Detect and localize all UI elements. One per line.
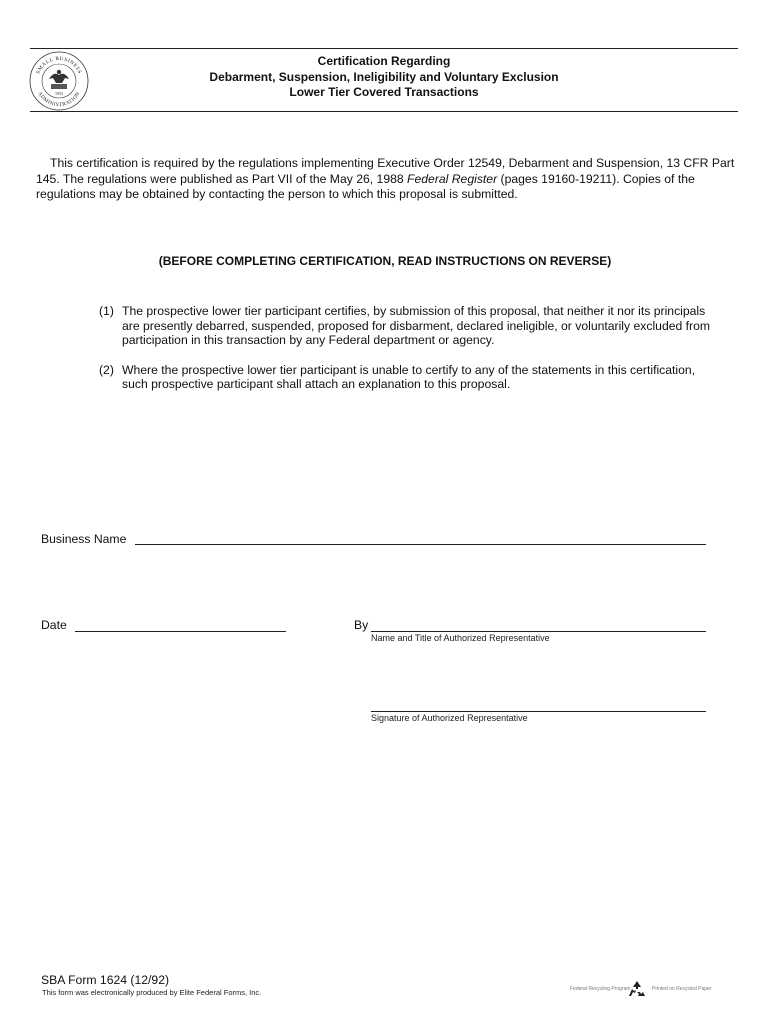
intro-text-italic: Federal Register	[407, 171, 498, 186]
signature-field[interactable]	[371, 711, 706, 712]
intro-text-2: (pages 19160-19211). Copies of the regulations may be obtained by contacting the person to which this proposal is submitted.	[36, 171, 695, 201]
seal-ring-top: SMALL BUSINESS	[35, 55, 83, 75]
intro-paragraph	[36, 156, 736, 203]
seal-year: 1953	[55, 91, 63, 96]
signature-caption: Signature of Authorized Representative	[371, 713, 528, 723]
form-title	[110, 54, 658, 101]
name-title-field[interactable]	[371, 631, 706, 632]
form-number: SBA Form 1624 (12/92)	[41, 973, 170, 987]
recycled-paper-text: Printed on Recycled Paper	[652, 986, 712, 992]
sba-seal-icon	[29, 51, 89, 111]
top-rule	[30, 48, 738, 49]
header-bottom-rule	[30, 111, 738, 112]
certification-item	[99, 304, 719, 348]
item-text: Where the prospective lower tier participant is unable to certify to any of the statements in this certification, such prospective participant shall attach an explanation to this proposal.	[122, 362, 696, 391]
item-number: (1)	[99, 304, 114, 318]
business-name-field[interactable]	[135, 544, 706, 545]
item-number: (2)	[99, 362, 114, 377]
title-line-1: Certification Regarding	[317, 54, 451, 68]
recycling-program-text: Federal Recycling Program	[570, 986, 631, 992]
certification-item	[99, 363, 719, 392]
title-line-2: Debarment, Suspension, Ineligibility and Voluntary Exclusion	[209, 69, 559, 84]
recycle-icon	[626, 980, 648, 1000]
instructions-notice: (BEFORE COMPLETING CERTIFICATION, READ INSTRUCTIONS ON REVERSE)	[158, 254, 612, 268]
name-title-caption: Name and Title of Authorized Representative	[371, 633, 550, 643]
seal-ring-bottom: ADMINISTRATION	[36, 90, 82, 109]
item-text: The prospective lower tier participant certifies, by submission of this proposal, that neither it nor its principals are presently debarred, suspended, proposed for disbarment, declared ineligible, or voluntarily excluded from participation in this transaction by any Federal department or agency.	[122, 304, 711, 347]
title-line-3: Lower Tier Covered Transactions	[289, 85, 479, 99]
by-label: By	[354, 618, 369, 632]
certification-items	[99, 304, 719, 407]
business-name-label: Business Name	[41, 532, 127, 546]
produced-by-note: This form was electronically produced by Elite Federal Forms, Inc.	[42, 988, 262, 997]
date-field[interactable]	[75, 631, 286, 632]
date-label: Date	[41, 618, 67, 632]
intro-text-1: This certification is required by the regulations implementing Executive Order 12549, Debarment and Suspension, 13 CFR Part 145. The regulations were published as Part VII of the May 26, 1988	[36, 156, 735, 186]
